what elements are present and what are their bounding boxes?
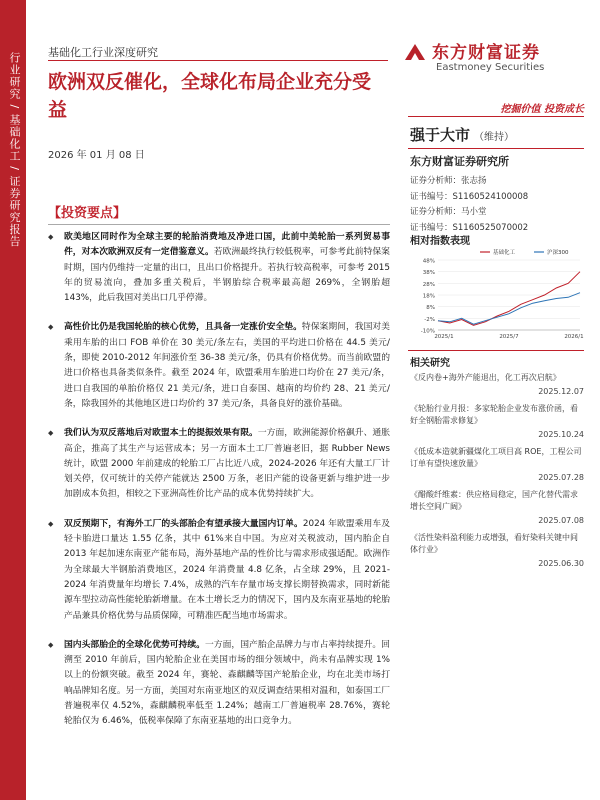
relative-index-chart	[410, 246, 586, 340]
brand-mark-icon	[402, 40, 428, 66]
related-item-date: 2025.06.30	[538, 559, 584, 568]
slogan-divider	[408, 116, 584, 117]
series-line	[438, 293, 580, 325]
analyst-line: 证券分析师：张志扬	[410, 176, 487, 186]
related-item[interactable]	[410, 532, 584, 570]
key-points-divider	[48, 224, 390, 225]
related-item[interactable]	[410, 403, 584, 441]
y-tick-label: 8%	[426, 305, 435, 312]
related-item-title: 《低成本造就新疆煤化工项目高 ROE，工程公司订单有望快速放量》	[410, 447, 582, 468]
key-point-lead: 高性价比仍是我国轮胎的核心优势，且具备一定涨价安全垫。	[64, 322, 302, 333]
brand-name-en: Eastmoney Securities	[436, 62, 545, 73]
key-point-lead: 欧美地区同时作为全球主要的轮胎消费地及净进口国，此前中美轮胎一系列贸易事件，对本次欧洲双反有一定借鉴意义。	[64, 232, 390, 258]
related-item-date: 2025.07.28	[538, 473, 584, 482]
header-divider	[48, 60, 388, 61]
y-tick-label: -10%	[420, 328, 435, 335]
rating-main: 强于大市	[410, 126, 471, 144]
key-point-paragraph	[48, 517, 390, 624]
y-tick-label: 48%	[422, 258, 435, 265]
report-date: 2026 年 01 月 08 日	[48, 150, 145, 161]
y-tick-label: 28%	[422, 281, 435, 288]
y-tick-label: -2%	[424, 316, 435, 323]
sidebar-label: 行业研究 / 基础化工 / 证券研究报告	[8, 52, 21, 248]
report-title: 欧洲双反催化，全球化布局企业充分受益	[48, 71, 372, 121]
industry-rating	[410, 124, 514, 145]
y-tick-label: 38%	[422, 270, 435, 277]
related-item[interactable]	[410, 446, 584, 484]
key-point-paragraph	[48, 230, 390, 306]
brand-name: 东方财富证券	[432, 43, 540, 63]
key-point-text: 一方面，国产胎企品牌力与市占率持续提升。回溯至 2010 年前后，国内轮胎企业在美国市场的细分领域中，尚未有品牌实现 1%以上的份额突破。截至 2024 年，赛轮、森麒麟等国产轮胎企业，均在北美市场打响品牌知名度。另一方面，美国对东南亚地区的双反调查结果相对温和，如泰国工厂普遍税率仅 4.52%，森麒麟税率低至 1.24%；越南工厂普遍税率 28.76%，赛轮轮胎仅为 6.46%，低税率保障了东南亚基地的出口竞争力。	[64, 639, 390, 727]
key-points-label: 【投资要点】	[48, 206, 127, 221]
related-item-title: 《轮胎行业月报：多家轮胎企业发布涨价函，看好全钢胎需求修复》	[410, 404, 578, 425]
sidebar-band	[0, 0, 26, 800]
key-point-paragraph	[48, 638, 390, 730]
related-title: 相关研究	[410, 358, 450, 369]
report-category: 基础化工行业深度研究	[48, 46, 158, 59]
key-point-lead: 双反预期下，有海外工厂的头部胎企有望承接大量国内订单。	[64, 518, 303, 529]
related-item[interactable]	[410, 372, 584, 398]
chart-section-title: 相对指数表现	[410, 236, 470, 247]
key-point-text: 2024 年欧盟乘用车及轻卡胎进口量达 1.55 亿条，其中 61%来自中国。为应对关税波动，国内胎企自 2013 年起加速东南亚产能布局，海外基地产品的性价比与需求形成强适配。欧洲作为全球最大半钢胎消费地区，2024 年消费量 4.8 亿条，占全球 29%，且 2021-2024 年消费量年均增长 7.4%，成熟的汽车存量市场支撑长期替换需求，同时新能源车型拉动高性能轮胎新增量。在本土增长乏力的情况下，国内及东南亚基地的轮胎产品兼具价格优势与品质保障，可精准匹配当地市场需求。	[64, 518, 390, 621]
chart-svg	[410, 246, 586, 340]
analyst-line: 证书编号：S1160525070002	[410, 222, 529, 233]
key-point-lead: 国内头部胎企的全球化优势可持续。	[64, 639, 205, 650]
related-list	[410, 372, 584, 575]
research-org: 东方财富证券研究所	[410, 155, 509, 168]
key-point-text: 若欧洲最终执行较低税率，可参考此前特保案时期，国内仍维持一定量的出口，且出口价格提升。若执行较高税率，可参考 2015 年的贸易流向，叠加多重关税后，半钢胎综合税率最高超 269%，全钢胎超 143%，此后我国对美出口几乎停滞。	[64, 247, 390, 304]
key-point-text: 特保案期间，我国对美乘用车胎的出口 FOB 单价在 30 美元/条左右，美国的平均进口价格在 44.5 美元/条，即使 2010-2012 年间涨价至 36-38 美元/条，仍具有价格优势。而当前欧盟的进口价格也具备类似条件。截至 2024 年，欧盟乘用车胎进口均价在 27 美元/条，进口自我国的单胎价格仅 21 美元/条，进口自泰国、越南的均价约 28、21 美元/条，除我国外的其他地区进口均价约 37 美元/条，具备良好的涨价基础。	[64, 322, 390, 409]
brand-logo	[402, 38, 582, 82]
key-point-paragraph	[48, 426, 390, 502]
analyst-line: 证券分析师：马小堂	[410, 207, 487, 217]
analyst-list	[410, 174, 586, 236]
legend-label: 基础化工	[493, 250, 516, 256]
related-item-date: 2025.12.07	[538, 387, 584, 396]
key-point-text: 一方面，欧洲能源价格飙升、通胀高企，推高了其生产与运营成本；另一方面本土工厂普遍老旧，据 Rubber News 统计，欧盟 2000 年前建成的轮胎工厂占比近八成，2024-2026 年还有大量工厂计划关停，仅可统计的关停产能就达 2500 万条，老旧产能的设备更新与维护进一步加剧成本负担，相较之下亚洲高性价比产品的成本优势持续扩大。	[64, 428, 390, 500]
related-item-title: 《反内卷+海外产能退出，化工再次启航》	[410, 373, 561, 382]
related-item-title: 《活性染料盈利能力或增强，看好染料关键中间体行业》	[410, 533, 578, 554]
key-point-paragraph	[48, 320, 390, 412]
related-item[interactable]	[410, 489, 584, 527]
key-points-body	[48, 230, 390, 744]
org-divider	[408, 148, 584, 149]
slogan: 挖掘价值 投资成长	[500, 104, 584, 115]
rating-sub: （维持）	[474, 132, 515, 143]
key-point-lead: 我们认为双反落地后对欧盟本土的提振效果有限。	[64, 428, 258, 439]
x-tick-label: 2026/1	[564, 334, 584, 340]
x-tick-label: 2025/7	[499, 334, 519, 340]
y-tick-label: 18%	[422, 293, 435, 300]
related-divider	[408, 350, 584, 351]
related-item-title: 《醋酸纤维素：供应格局稳定，国产化替代需求增长空间广阔》	[410, 490, 578, 511]
related-item-date: 2025.07.08	[538, 516, 584, 525]
related-item-date: 2025.10.24	[538, 430, 584, 439]
analyst-line: 证书编号：S1160524100008	[410, 191, 529, 202]
legend-label: 沪深300	[547, 250, 569, 256]
x-tick-label: 2025/1	[434, 334, 454, 340]
